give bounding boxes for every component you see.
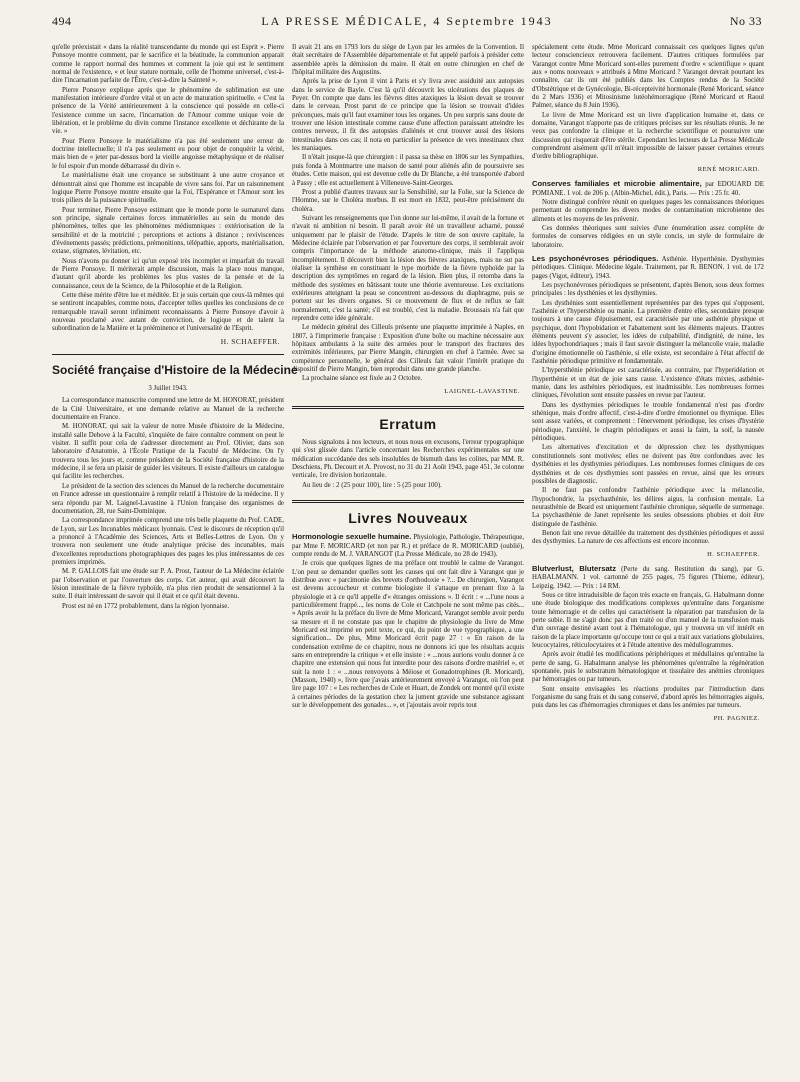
paragraph: Il n'était jusque-là que chirurgien : il passa sa thèse en 1806 sur les Sympathies, puis fonda à Montmartre une maison de santé pour aliénés afin de poursuivre ses études. Cette maison, qui est devenue celle du Dr Blanche, a été transportée d'abord à Passy ; elle est actuellement à Villeneuve-Saint-Georges. <box>292 154 524 187</box>
paragraph: Notre distingué confrère réunit en quelques pages les connaissances théoriques permettant de comprendre les divers modes de contamination microbienne des aliments et les moyens de les prévenir. <box>532 198 764 223</box>
books-section-title: Livres Nouveaux <box>348 510 468 527</box>
journal-title: LA PRESSE MÉDICALE, 4 Septembre 1943 <box>261 14 553 28</box>
divider <box>292 406 524 409</box>
column-left <box>52 44 298 612</box>
signature: RENÉ MORICARD. <box>697 165 760 173</box>
book-details: Asthénie. Hyperthénie. Dysthymies périodiques. Clinique. Médecine légale. Traitement, par R. BENON. 1 vol. de 172 pages (Vigot, éditeur), 1943. <box>532 255 764 280</box>
paragraph: Il avait 21 ans en 1793 lors du siège de Lyon par les armées de la Convention. Il était secrétaire de l'Assemblée départementale et fut appelé parfois à présider cette assemblée après la démission du maire. Il était en outre chirurgien en chef de l'hôpital militaire des Augustins. <box>292 44 524 77</box>
erratum-title: Erratum <box>379 416 437 433</box>
book-title: Les psychonévroses périodiques. <box>532 253 659 263</box>
paragraph: qu'elle préexistait « dans la réalité transcendante du monde qui est Esprit ». Pierre Ponsoye montre comment, par le sacrifice et la béatitude, la communion apparait comme le rapport normal des hommes et comment la joie qui est le sentiment normal de l'existence, « et leur stature normale, celle de l'homme universel, c'est-à-dire l'incarnation parfaite de l'Être, c'est-à-dire la Sainteté ». <box>52 44 284 85</box>
paragraph: Dans les dysthymies périodiques le trouble fondamental n'est pas d'ordre sthénique, mais d'ordre affectif, c'est-à-dire d'ordre émotionnel ou thymique. Elles sont assez variées, et comprennent : l'énervement périodique, les crises d'hystérie périodique, l'anxiété, le chagrin périodiques et aussi la faim, la soif, la nausée périodiques. <box>532 401 764 443</box>
paragraph: Au lieu de : 2 (25 pour 100), lire : 5 (25 pour 100). <box>302 481 442 489</box>
paragraph: Il ne faut pas confondre l'asthénie périodique avec la mélancolie, l'hypochondrie, la psychasthénie, les délires aigus, la confusion mentale. La neurasthénie de Beard est uniquement l'asthénie chronique, séquelle de surmenage. La psychasthénie de Janet représente les seules obsessions phobies et doit être distinguée de l'asthénie. <box>532 487 764 528</box>
book-title: Blutverlust, Blutersatz <box>532 563 616 573</box>
signature: H. SCHAEFFER. <box>707 550 760 558</box>
paragraph: Après la prise de Lyon il vint à Paris et s'y livra avec assiduité aux autopsies dans le service de Bayle. C'est là qu'il découvrit les ulcérations des plaques de Peyer. On compte que dans les fièvres dites ataxiques la lésion devait se trouver dans le cerveau. Prost parut de ce principe que la lésion se trouvait d'idées préconçues, mais qu'il faut examiner tous les organes. Un peu surpris sans doute de trouver une lésion intestinale comme cause d'une affection paraissant atteindre les centres nerveux, il fit des autopsies d'aliénés et crut trouver aussi des lésions intestinales dans ces cas; il nota en particulier la présence de vers intestinaux chez les maniaques. <box>292 78 524 153</box>
book-details: (Perte du sang. Restitution du sang), par G. HABALMANN. 1 vol. cartonné de 255 pages, 75 figures (Thieme, éditeur), Leipzig, 1942. — Prix : 14 RM. <box>532 565 764 590</box>
book-entry <box>532 565 764 591</box>
divider <box>52 354 284 355</box>
column-right <box>532 44 764 729</box>
paragraph: Prost est né en 1772 probablement, dans la région lyonnaise. <box>62 602 230 610</box>
book-entry <box>292 533 524 559</box>
paragraph: Nous signalons à nos lecteurs, et nous nous en excusons, l'erreur typographique qui s'est glissée dans l'article concernant les Recherches expérimentales sur une médication succédanée des sels insolubles de bismuth dans les colites, par MM. R. Deschiens, Ph. Decourt et A. Provost, no 31 du 21 Août 1943, page 451, 3e colonne verticale, 1re division horizontale. <box>292 439 524 480</box>
paragraph: Sont ensuite envisagées les réactions produites par l'introduction dans l'organisme du sang frais et du sang conservé, d'abord après les hémorragies aiguës, puis dans les cas d'hémorragies chroniques et dans les anémies par tumeurs. <box>532 685 764 710</box>
paragraph: Cette thèse mérite d'être lue et méditée. Et je suis certain que ceux-là mêmes qui se sentiront incapables, comme nous, d'accepter telles quelles les conclusions de ce remarquable travail seront infiniment reconnaissants à Pierre Ponsoye d'avoir à nouveau proclamé avec autant de conviction, de logique et de talent la subordination de la Matière et la prééminence et l'universalité de l'Esprit. <box>52 291 284 333</box>
paragraph: Les alternatives d'excitation et de dépression chez les dysthymiques constitutionnels sont motivées; elles ne doivent pas être confondues avec les dysthénies et les dysthymies périodiques. Les nombreuses formes cliniques de ces dysthénies et de ces dysthymies sont passées en revue, ainsi que les erreurs possibles de diagnostic. <box>532 444 764 485</box>
paragraph: La correspondance imprimée comprend une très belle plaquette du Prof. CADE, de Lyon, sur Les Incunables médicaux lyonnais. C'est le discours de réception qu'il a prononcé à l'Académie des Sciences, Arts et Belles-Lettres de Lyon. On y trouvera non seulement une étude analytique précise des incunables, mais d'excellentes reproductions photographiques des pages les plus intéressantes de ces premiers imprimés. <box>52 517 284 566</box>
paragraph: La prochaine séance est fixée au 2 Octobre. <box>302 375 423 383</box>
paragraph: Les psychonévroses périodiques se présentent, d'après Benon, sous deux formes principales : les dysthénies et les dysthymies. <box>532 281 764 298</box>
paragraph: Sous ce titre intraduisible de façon très exacte en français, G. Habalmann donne une étude biologique des modifications complexes qu'entraîne dans l'organisme toute hémorragie et de celles qui caractérisent la réparation par transfusion de la perte subie. Il ne s'agit donc pas d'un traité ou d'un manuel de la transfusion mais d'un ouvrage destiné avant tout à l'hématologue, qui y trouvera un vif intérêt en raison de la place importante qu'occupe tout ce qui a trait aux variations globulaires, leucocytaires, réticulocytaires et à l'étude attentive des médullogrammes. <box>532 591 764 650</box>
paragraph: Après avoir étudié les modifications périphériques et médullaires qu'entraîne la perte de sang, G. Habalmann analyse les phénomènes qu'entraîne la régénération spontanée, puis le substratum hématologique et tissulaire des anémies chroniques par hémorragies ou par tumeurs. <box>532 651 764 684</box>
signature: PH. PAGNIEZ. <box>713 714 760 722</box>
paragraph: Prost a publié d'autres travaux sur la Sensibilité, sur la Folie, sur la Science de l'Homme, sur le Choléra morbus. Il est mort en 1832, peut-être précisément du choléra. <box>292 188 524 213</box>
paragraph: Le livre de Mme Moricard est un livre d'application humaine et, dans ce domaine, Varangot n'apporte pas de critiques précises sur les résultats réunis. Je ne veux pas confondre la clinique et la recherche scientifique et poursuivre une discussion qui risquerait d'être stérile. Cependant les lecteurs de La Presse Médicale comprendront aisément qu'il m'était impossible de laisser passer certaines erreurs d'ordre bibliographique. <box>532 111 764 161</box>
book-title: Conserves familiales et microbie alimentaire, <box>532 179 702 189</box>
meeting-date: 3 Juillet 1943. <box>148 385 188 393</box>
book-title: Hormonologie sexuelle humaine. <box>292 532 412 542</box>
paragraph: Suivant les renseignements que l'on donne sur lui-même, il avait de la fortune et n'avait ni ambition ni besoin. Il paraît avoir été un travailleur acharné, poussé uniquement par le plaisir de l'étude. D'après le titre de son œuvre capitale, la Médecine éclairée par l'observation et par l'ouverture des corps, il semblerait avoir compris l'importance de la méthode anatomo-clinique, mais il l'appliqua incomplètement. Il découvrit bien la lésion des fièvres ataxiques, mais ne sut pas réaliser la synthèse en constituant le type morbide de la fièvre typhoïde par la description des symptômes en regard de la lésion. Bien plus, il retomba dans la méthode des systèmes en bâtissant toute une théorie aventureuse. Les excitations extérieures atteignant la peau se concentrent au-dessous du diaphragme, puis se portent sur les divers organes. Si ce mouvement de flux et de reflux se fait normalement, c'est la santé; s'il est troublé, c'est la maladie. Broussais n'a fait que reprendre cette idée générale. <box>292 214 524 322</box>
paragraph: Je crois que quelques lignes de ma préface ont troublé le calme de Varangot. L'on peut se demander quelles sont les causes qui ont fait dire à Varangot que je distribue avec « parcimonie des brevets d'orthodoxie » ?... De chirurgien, Varangot est devenu accoucheur et comme biologiste il s'attaque en prenant fixe à la physiologie et à ce qu'il appelle d'« étranges omissions ». Il écrit : « ...l'une nous a particulièrement frappé..., les noms de Cole et Catchpole ne sont même pas cités... » Après avoir lu la préface du livre de Mme Moricard, Varangot semble avoir perdu sa mesure et il ne constate pas que le chapitre de physiologie du livre de Mme Moricard est imprimé en petit texte, ce qui, du point de vue typographique, a une signification... De plus, Mme Moricard écrit page 27 : « En raison de la condensation extrême de ce chapitre, nous ne donnons ici que les résultats acquis sans en entreprendre la critique » et elle insiste : « ...nous aurions voulu donner à ce chapitre une extension qui nous fut interdite pour des raisons d'ordre matériel », et suit la note 1 : « ...nous renvoyons à Méiose et Gonadotrophines (R. Moricard), (Masson, 1940) », livre que j'avais antérieurement envoyé à Varangot, où l'on peut lire page 107 : « Les recherches de Cole et Huart, de Zondek ont montré qu'il existe à certaines périodes de la gestation chez la jument gravide une substance agissant sur le développement des gonades... », et j'ajoutais avoir repris tout <box>292 560 524 710</box>
book-details: Physiologie, Pathologie, Thérapeutique, par Mme F. MORICARD (et non par R.) et préface de R. MORICARD (oublié), compte rendu de M. J. VARANGOT (La Presse Médicale, no 28 de 1943). <box>292 534 524 558</box>
book-entry <box>532 180 764 198</box>
paragraph: L'hypersthénie périodique est caractérisée, au contraire, par l'hyperidéation et l'hyperthénie et un état de joie sans cause. L'existence d'états mixtes, asthénie-manie, dans les asthénies périodiques, est inadmissible. Les nombreuses formes cliniques, l'évolution sont ensuite passées en revue par l'auteur. <box>532 367 764 400</box>
paragraph: Pour terminer, Pierre Ponsoye estimant que le monde porte le surnaturel dans son principe, signale certaines forces immatérielles au sein du monde des phénomènes, telles que les phénomènes médiumniques : extériorisation de la sensibilité et de la motricité ; perceptions et actions à distance ; reviviscences d'événements passés; prédictions, prémonitions, télépathie, apports, matérialisation, extase, stigmates, lévitation, etc. <box>52 206 284 256</box>
paragraph: Benon fait une revue détaillée du traitement des dysthénies périodiques et aussi des dysthymies. La nature de ces affections est encore inconnue. <box>532 529 764 546</box>
paragraph: Nous n'avons pu donner ici qu'un exposé très incomplet et imparfait du travail de Pierre Ponsoye. Il mériterait ample discussion, mais la place nous manque, d'autant qu'il aborde les problèmes les plus vastes de la pensée et de la connaissance, ceux de la Science, de la Philosophie et de la Religion. <box>52 257 284 290</box>
paragraph: Les dysthénies sont essentiellement représentées par des types qui s'opposent, l'asthénie et l'hypersthénie ou manie. La première d'entre elles, secondaire presque toujours à une cause d'épuisement, est caractérisée par une asthénie physique et psychique, dont l'hypobidation et l'abattement sont les éléments majeurs. D'autres éléments peuvent s'y associer, les idées de culpabilité, d'indignité, de ruine, les idées hypochondriaques ; mais il faut savoir distinguer la mélancolie vraie, maladie d'origine émotionnelle où l'asthénie, si elle existe, est secondaire à l'état affectif de l'asthénie périodique primitive et fondamentale. <box>532 299 764 366</box>
paragraph: Le président de la section des sciences du Manuel de la recherche documentaire en France adresse un questionnaire à remplir relatif à l'histoire de la médecine. Il y sera répondu par M. Laignel-Lavastine à l'Union française des organismes de documentation, 28, rue Saint-Dominique. <box>52 482 284 515</box>
running-header <box>52 14 762 32</box>
signature: H. SCHAEFFER. <box>220 336 280 346</box>
paragraph: Ces données théoriques sont suivies d'une énumération assez complète de formules de conserves rédigées en un style concis, un style de formulaire de laboratoire. <box>532 224 764 249</box>
column-middle <box>292 44 524 711</box>
page-number: 494 <box>52 14 72 28</box>
paragraph: spécialement cette étude. Mme Moricard connaissait ces quelques lignes qu'un lecteur consciencieux retrouvera facilement. D'autres critiques formulées par Varangot contre Mme Moricard sont-elles purement d'ordre « scientifique » quant aux « noms nouveaux » attribués à Mme Moricard ? Varangot devrait pourtant les connaître, car ils ont été publiés dans les Comptes rendus de la Société d'Obstétrique et de Gynécologie, Bi-récepteivité hormonale (René Moricard, séance du 2 Mars 1936) et Mitosinisme lutéohémorragique (René Moricard et Raoul Palmer, séance du 8 Juin 1936). <box>532 44 764 110</box>
paragraph: Le médecin général des Cilleuls présente une plaquette imprimée à Naples, en 1807, à l'imprimerie française : Exposition d'une boîte ou machine nécessaire aux hôpitaux ambulants à la suite des armées pour le transport des fractures des extrémités inférieures, par Pierre Mangin, chirurgien en chef à l'armée. Avec sa compétence personnelle, le général des Cilleuls fait valoir l'intérêt pratique du dispositif de Pierre Mangin, bien reproduit dans une grande planche. <box>292 324 524 374</box>
book-entry <box>532 255 764 281</box>
book-details: par EDOUARD DE POMIANE. 1 vol. de 206 p. (Albin-Michel, édit.), Paris. — Prix : 25 fr. 40. <box>532 181 764 197</box>
issue-number: No 33 <box>729 14 762 28</box>
paragraph: M. HONORAT, qui sait la valeur de notre Musée d'histoire de la Médecine, installé salle Debove à la Faculté, s'inquiète de faire connaître comment on peut le visiter. Il suffit pour cela de s'adresser directement au Prof. Olivier, dans son laboratoire d'Anatomie, à l'École Pratique de la Faculté de Médecine. On l'y trouvera tous les jours et, comme président de la Société française d'histoire de la médecine, il se fera un plaisir de guider les visiteurs. Il existe d'ailleurs un catalogue qui facilite les recherches. <box>52 423 285 481</box>
divider <box>292 500 524 503</box>
paragraph: Pour Pierre Ponsoye le matérialisme n'a pas été seulement une erreur de doctrine intellectuelle; il n'a pas seulement eu pour objet de conquérir la vérité, mais bien de « jeter par-dessus bord la vieille angoisse métaphysique et de réaliser le fol espoir d'un monde débarrassé du divin ». <box>52 137 284 170</box>
signature: LAIGNEL-LAVASTINE. <box>444 387 520 395</box>
paragraph: Le matérialisme était une croyance se substituant à une autre croyance et démontrait ainsi que l'homme est incapable de vivre sans foi. Par un raisonnement logique Pierre Ponsoye montre ensuite que la Foi, l'Espérance et l'Amour sont les trois piliers de la puissance spirituelle. <box>52 172 284 205</box>
paragraph: M. P. GALLOIS fait une étude sur P. A. Prost, l'auteur de La Médecine éclairée par l'observation et par l'ouverture des corps. Cet auteur, qui avait découvert la lésion intestinale de la fièvre typhoïde, n'a plus rien produit de sensationnel à la suite. Il était intéressant de savoir qui il était et ce qu'il était devenu. <box>52 568 284 601</box>
section-title: Société française d'Histoire de la Médecine <box>52 363 298 378</box>
paragraph: Pierre Ponsoye explique après que le phénomène de sublimation est une manifestation intérieure d'ordre vital et un acte de maturation spirituelle. « C'est la présence de la Vérité antérieurement à la conscience qui possède en celle-ci l'existence comme un sacre, l'incarnation de l'Amour comme unique voie de libération, et le problème du divin comme l'instance excellente et déchirante de la vie. » <box>52 86 284 136</box>
paragraph: La correspondance manuscrite comprend une lettre de M. HONORAT, président de la Cité Universitaire, et une demande relative au Manuel de la recherche documentaire en France. <box>52 397 284 422</box>
